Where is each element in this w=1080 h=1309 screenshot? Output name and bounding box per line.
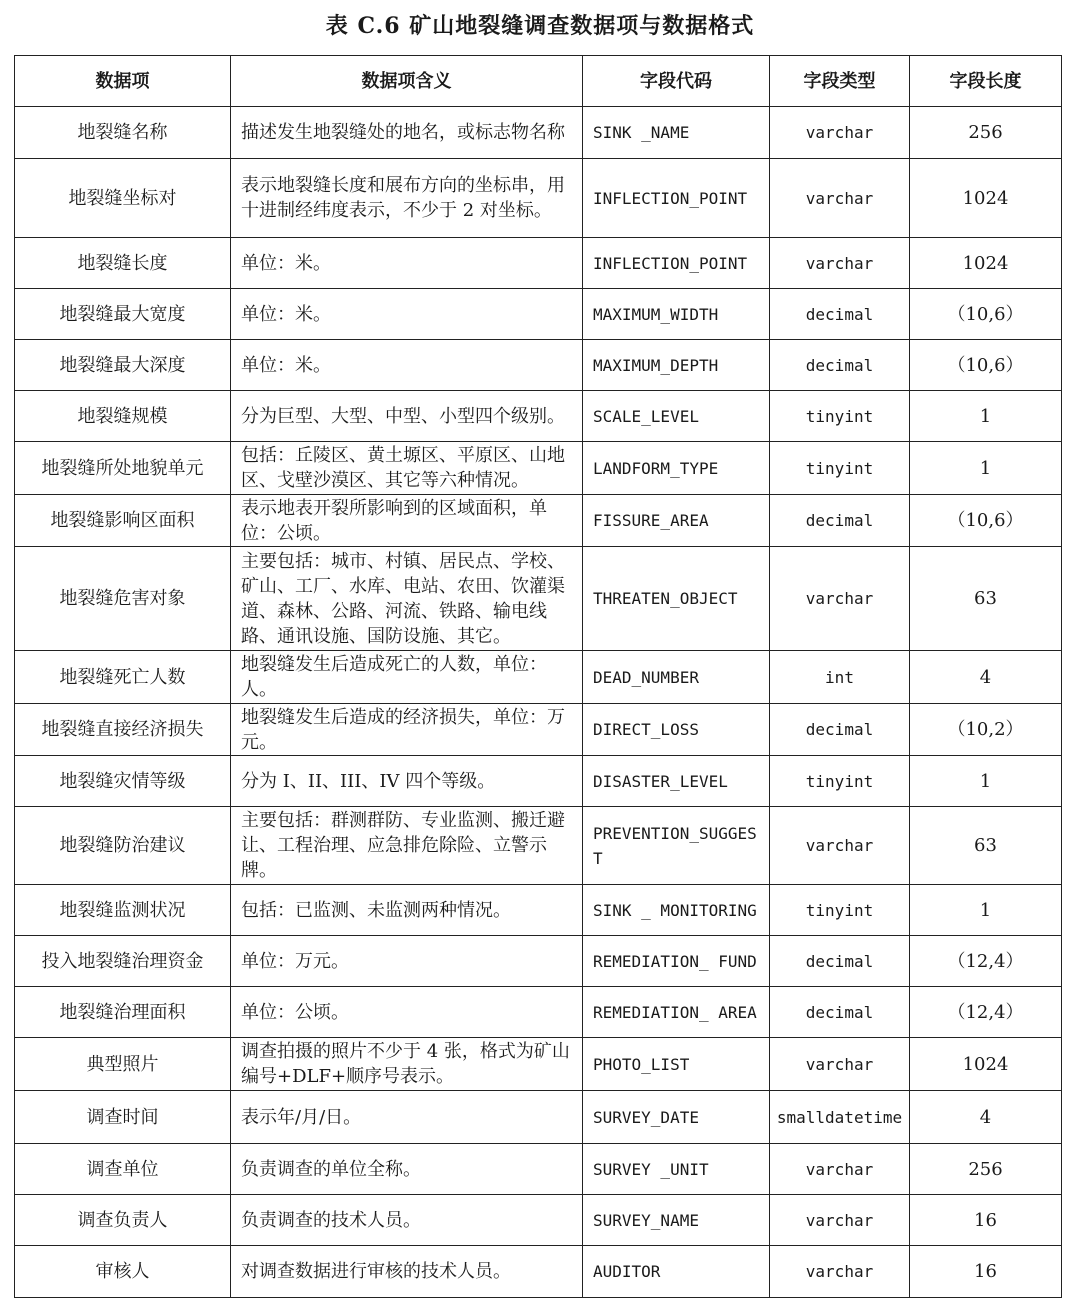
cell-code: FISSURE_AREA [583, 495, 770, 547]
cell-length: （10,6） [910, 289, 1062, 340]
cell-type: tinyint [770, 442, 910, 495]
cell-length: 1 [910, 885, 1062, 936]
cell-item: 地裂缝直接经济损失 [15, 704, 231, 756]
cell-length: 1 [910, 442, 1062, 495]
cell-type: int [770, 651, 910, 704]
cell-type: decimal [770, 495, 910, 547]
cell-meaning: 单位：米。 [231, 289, 583, 340]
cell-meaning: 包括：丘陵区、黄土塬区、平原区、山地区、戈壁沙漠区、其它等六种情况。 [231, 442, 583, 495]
cell-item: 调查时间 [15, 1091, 231, 1144]
cell-code: AUDITOR [583, 1246, 770, 1298]
cell-item: 地裂缝规模 [15, 391, 231, 442]
table-row [15, 547, 1062, 651]
cell-length: 256 [910, 107, 1062, 159]
cell-item: 地裂缝名称 [15, 107, 231, 159]
header-item: 数据项 [15, 56, 231, 107]
table-row [15, 289, 1062, 340]
table-row [15, 107, 1062, 159]
table-row [15, 807, 1062, 885]
cell-code: DISASTER_LEVEL [583, 756, 770, 807]
cell-code: PREVENTION_SUGGEST [583, 807, 770, 885]
table-row [15, 495, 1062, 547]
cell-type: decimal [770, 704, 910, 756]
cell-length: 4 [910, 1091, 1062, 1144]
cell-type: tinyint [770, 756, 910, 807]
cell-code: INFLECTION_POINT [583, 159, 770, 238]
table-row [15, 1195, 1062, 1246]
cell-length: 63 [910, 547, 1062, 651]
cell-meaning: 单位：万元。 [231, 936, 583, 987]
cell-length: 1024 [910, 238, 1062, 289]
header-code: 字段代码 [583, 56, 770, 107]
table-row [15, 704, 1062, 756]
cell-code: DEAD_NUMBER [583, 651, 770, 704]
cell-code: THREATEN_OBJECT [583, 547, 770, 651]
cell-item: 地裂缝防治建议 [15, 807, 231, 885]
cell-length: 1 [910, 756, 1062, 807]
cell-type: varchar [770, 547, 910, 651]
cell-meaning: 描述发生地裂缝处的地名，或标志物名称 [231, 107, 583, 159]
cell-item: 地裂缝死亡人数 [15, 651, 231, 704]
cell-item: 地裂缝坐标对 [15, 159, 231, 238]
cell-meaning: 表示地裂缝长度和展布方向的坐标串，用十进制经纬度表示，不少于 2 对坐标。 [231, 159, 583, 238]
cell-meaning: 包括：已监测、未监测两种情况。 [231, 885, 583, 936]
cell-meaning: 表示地表开裂所影响到的区域面积，单位：公顷。 [231, 495, 583, 547]
cell-item: 地裂缝监测状况 [15, 885, 231, 936]
cell-item: 地裂缝所处地貌单元 [15, 442, 231, 495]
cell-meaning: 单位：米。 [231, 238, 583, 289]
table-row [15, 442, 1062, 495]
cell-code: MAXIMUM_WIDTH [583, 289, 770, 340]
cell-item: 地裂缝影响区面积 [15, 495, 231, 547]
cell-code: SURVEY _UNIT [583, 1144, 770, 1195]
cell-code: SURVEY_DATE [583, 1091, 770, 1144]
cell-item: 调查负责人 [15, 1195, 231, 1246]
cell-meaning: 负责调查的技术人员。 [231, 1195, 583, 1246]
table-row [15, 340, 1062, 391]
data-format-table [14, 55, 1062, 1298]
cell-type: varchar [770, 159, 910, 238]
header-row [15, 56, 1062, 107]
table-row [15, 238, 1062, 289]
table-row [15, 159, 1062, 238]
cell-length: 63 [910, 807, 1062, 885]
cell-code: DIRECT_LOSS [583, 704, 770, 756]
cell-meaning: 对调查数据进行审核的技术人员。 [231, 1246, 583, 1298]
cell-code: SCALE_LEVEL [583, 391, 770, 442]
cell-length: （10,2） [910, 704, 1062, 756]
cell-code: SINK _ MONITORING [583, 885, 770, 936]
cell-code: MAXIMUM_DEPTH [583, 340, 770, 391]
table-row [15, 1246, 1062, 1298]
cell-item: 地裂缝危害对象 [15, 547, 231, 651]
cell-meaning: 单位：公顷。 [231, 987, 583, 1038]
table-row [15, 651, 1062, 704]
cell-item: 地裂缝最大宽度 [15, 289, 231, 340]
cell-type: tinyint [770, 885, 910, 936]
cell-code: REMEDIATION_ FUND [583, 936, 770, 987]
cell-type: tinyint [770, 391, 910, 442]
cell-length: 1024 [910, 159, 1062, 238]
cell-meaning: 负责调查的单位全称。 [231, 1144, 583, 1195]
cell-length: 16 [910, 1246, 1062, 1298]
cell-item: 调查单位 [15, 1144, 231, 1195]
cell-length: （10,6） [910, 340, 1062, 391]
cell-item: 审核人 [15, 1246, 231, 1298]
cell-meaning: 分为巨型、大型、中型、小型四个级别。 [231, 391, 583, 442]
cell-type: varchar [770, 238, 910, 289]
cell-meaning: 分为 I、II、III、IV 四个等级。 [231, 756, 583, 807]
cell-length: 1024 [910, 1038, 1062, 1091]
cell-length: 256 [910, 1144, 1062, 1195]
cell-type: varchar [770, 107, 910, 159]
cell-item: 地裂缝最大深度 [15, 340, 231, 391]
cell-item: 地裂缝长度 [15, 238, 231, 289]
cell-meaning: 调查拍摄的照片不少于 4 张，格式为矿山编号+DLF+顺序号表示。 [231, 1038, 583, 1091]
cell-code: PHOTO_LIST [583, 1038, 770, 1091]
table-row [15, 391, 1062, 442]
header-length: 字段长度 [910, 56, 1062, 107]
cell-type: varchar [770, 1195, 910, 1246]
cell-meaning: 表示年/月/日。 [231, 1091, 583, 1144]
cell-length: 16 [910, 1195, 1062, 1246]
cell-length: （12,4） [910, 987, 1062, 1038]
cell-type: decimal [770, 340, 910, 391]
cell-type: varchar [770, 807, 910, 885]
cell-type: decimal [770, 987, 910, 1038]
cell-item: 地裂缝治理面积 [15, 987, 231, 1038]
cell-type: varchar [770, 1038, 910, 1091]
header-type: 字段类型 [770, 56, 910, 107]
table-title: 表 C.6 矿山地裂缝调查数据项与数据格式 [325, 13, 755, 39]
header-meaning: 数据项含义 [231, 56, 583, 107]
cell-length: 4 [910, 651, 1062, 704]
cell-meaning: 主要包括：城市、村镇、居民点、学校、矿山、工厂、水库、电站、农田、饮灌渠道、森林、公路、河流、铁路、输电线路、通讯设施、国防设施、其它。 [231, 547, 583, 651]
cell-length: 1 [910, 391, 1062, 442]
table-row [15, 936, 1062, 987]
cell-code: SURVEY_NAME [583, 1195, 770, 1246]
cell-code: INFLECTION_POINT [583, 238, 770, 289]
table-row [15, 756, 1062, 807]
cell-meaning: 地裂缝发生后造成死亡的人数，单位：人。 [231, 651, 583, 704]
table-row [15, 987, 1062, 1038]
cell-type: varchar [770, 1144, 910, 1195]
cell-meaning: 单位：米。 [231, 340, 583, 391]
cell-type: varchar [770, 1246, 910, 1298]
table-row [15, 1144, 1062, 1195]
cell-meaning: 主要包括：群测群防、专业监测、搬迁避让、工程治理、应急排危除险、立警示牌。 [231, 807, 583, 885]
cell-length: （12,4） [910, 936, 1062, 987]
cell-meaning: 地裂缝发生后造成的经济损失，单位：万元。 [231, 704, 583, 756]
table-row [15, 1038, 1062, 1091]
cell-length: （10,6） [910, 495, 1062, 547]
cell-type: decimal [770, 289, 910, 340]
cell-item: 典型照片 [15, 1038, 231, 1091]
table-row [15, 885, 1062, 936]
cell-type: smalldatetime [770, 1091, 910, 1144]
cell-type: decimal [770, 936, 910, 987]
cell-code: SINK _NAME [583, 107, 770, 159]
table-row [15, 1091, 1062, 1144]
cell-code: LANDFORM_TYPE [583, 442, 770, 495]
cell-item: 地裂缝灾情等级 [15, 756, 231, 807]
cell-code: REMEDIATION_ AREA [583, 987, 770, 1038]
cell-item: 投入地裂缝治理资金 [15, 936, 231, 987]
